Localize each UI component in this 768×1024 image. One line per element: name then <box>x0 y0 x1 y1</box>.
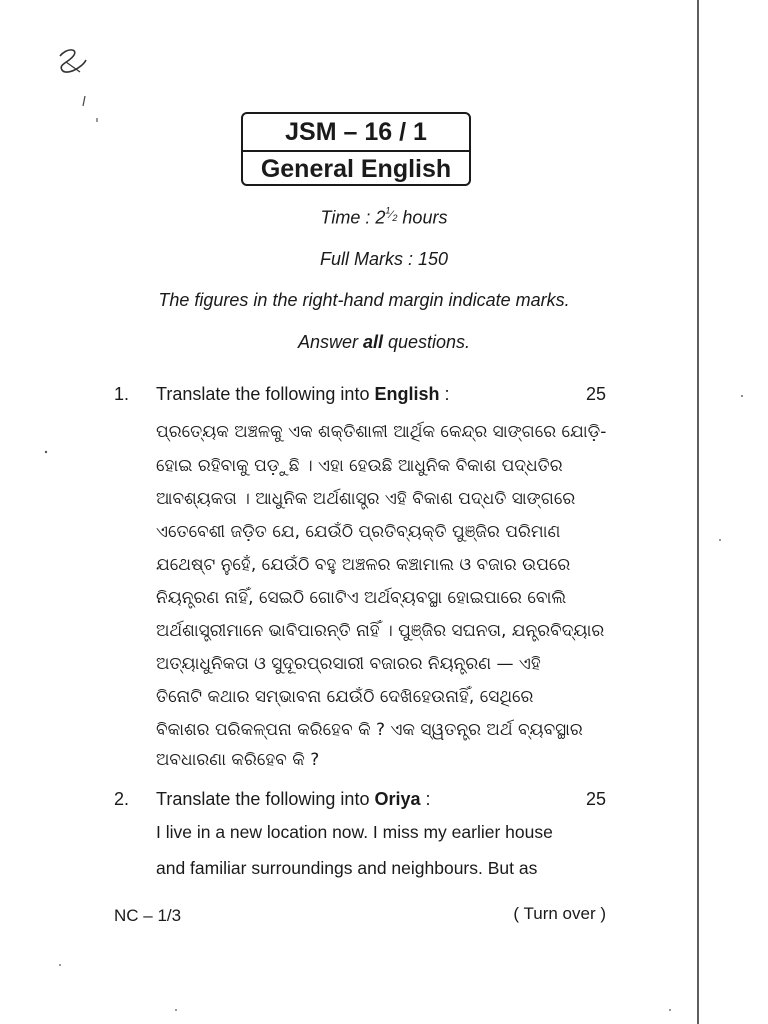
time-fraction-denominator: 2 <box>392 212 398 223</box>
question-1-number: 1. <box>114 384 130 404</box>
time-fraction-numerator: 1 <box>385 205 391 215</box>
question-2-prompt-suffix: : <box>420 789 431 809</box>
answer-suffix: questions. <box>382 332 471 352</box>
question-1-passage-line: ଅର୍ଥଶାସ୍ତ୍ରୀମାନେ ଭାବିପାରନ୍ତି ନାହିଁ । ପୁଞ୍ଜିର ସଘନତା, ଯନ୍ତ୍ରବିଦ୍ୟାର <box>156 621 605 641</box>
answer-instruction <box>0 332 768 353</box>
question-2-marks: 25 <box>585 789 606 809</box>
question-1-passage-line: ହୋଇ ରହିବାକୁ ପଡ଼ୁଛି । ଏହା ହେଉଛି ଆଧୁନିକ ବିକାଶ ପଦ୍ଧତିର <box>156 456 563 476</box>
marks-instruction: The figures in the right-hand margin indicate marks. <box>158 290 570 310</box>
question-1-marks: 25 <box>585 384 606 404</box>
title-box <box>241 112 471 186</box>
question-2-prompt-prefix: Translate the following into <box>156 789 375 809</box>
question-1-target-language: English <box>374 384 440 404</box>
question-1-passage-line: ତିନୋଟି କଥାର ସମ୍ଭାବନା ଯେଉଁଠି ଦେଖିହେଉନାହିଁ, ସେଥିରେ <box>156 687 534 707</box>
time-suffix: hours <box>397 207 448 228</box>
question-2-target-language: Oriya <box>374 789 421 809</box>
question-2-prompt <box>156 789 431 810</box>
question-1-passage-line: ଏତେବେଶୀ ଜଡ଼ିତ ଯେ, ଯେଉଁଠି ପ୍ରତିବ୍ୟକ୍ତି ପୁଞ୍ଜିର ପରିମାଣ <box>156 522 561 542</box>
question-1-prompt-suffix: : <box>439 384 450 404</box>
page-code: NC – 1/3 <box>114 906 182 925</box>
answer-prefix: Answer <box>297 332 363 352</box>
question-2-passage-line: I live in a new location now. I miss my earlier house <box>156 822 553 842</box>
answer-emphasis: all <box>362 332 383 352</box>
time-fraction: 1⁄2 <box>385 205 398 223</box>
time-prefix: Time : 2 <box>320 207 386 228</box>
turn-over-note: ( Turn over ) <box>513 904 606 923</box>
question-1-passage-line: ଯଥେଷ୍ଟ ନୁହେଁ, ଯେଉଁଠି ବହୁ ଅଞ୍ଚଳର କଞ୍ଚାମାଲ ଓ ବଜାର ଉପରେ <box>156 555 571 575</box>
question-1-passage-line: ଅତ୍ୟାଧୁନିକତା ଓ ସୁଦୂରପ୍ରସାରୀ ବଜାରର ନିୟନ୍ତ୍ରଣ — ଏହି <box>156 654 541 674</box>
paper-subject: General English <box>260 155 452 183</box>
question-2-number: 2. <box>114 789 130 809</box>
question-1-prompt-prefix: Translate the following into <box>156 384 375 404</box>
question-1-passage-line: ଆବଶ୍ୟକତା । ଆଧୁନିକ ଅର୍ଥଶାସ୍ତ୍ର ଏହି ବିକାଶ ପଦ୍ଧତି ସାଙ୍ଗରେ <box>156 489 576 509</box>
question-1-prompt <box>156 384 449 405</box>
question-1-passage-line: ପ୍ରତ୍ୟେକ ଅଞ୍ଚଳକୁ ଏକ ଶକ୍ତିଶାଳୀ ଆର୍ଥିକ କେନ୍ଦ୍ର ସାଙ୍ଗରେ ଯୋଡ଼ି- <box>156 422 606 442</box>
question-1-passage-line: ଅବଧାରଣା କରିହେବ କି ? <box>156 750 320 770</box>
time-allowed <box>0 205 768 229</box>
question-1-passage-line: ନିୟନ୍ତ୍ରଣ ନାହିଁ, ସେଇଠି ଗୋଟିଏ ଅର୍ଥବ୍ୟବସ୍ଥା ହୋଇପାରେ ବୋଲି <box>156 588 567 608</box>
paper-code: JSM – 16 / 1 <box>243 114 469 152</box>
full-marks: Full Marks : 150 <box>319 249 449 269</box>
question-1-passage-line: ବିକାଶର ପରିକଳ୍ପନା କରିହେବ କି ? ଏକ ସ୍ୱତନ୍ତ୍ର ଅର୍ଥ ବ୍ୟବସ୍ଥାର <box>156 720 583 740</box>
question-2-passage-line: and familiar surroundings and neighbours. But as <box>156 858 538 878</box>
